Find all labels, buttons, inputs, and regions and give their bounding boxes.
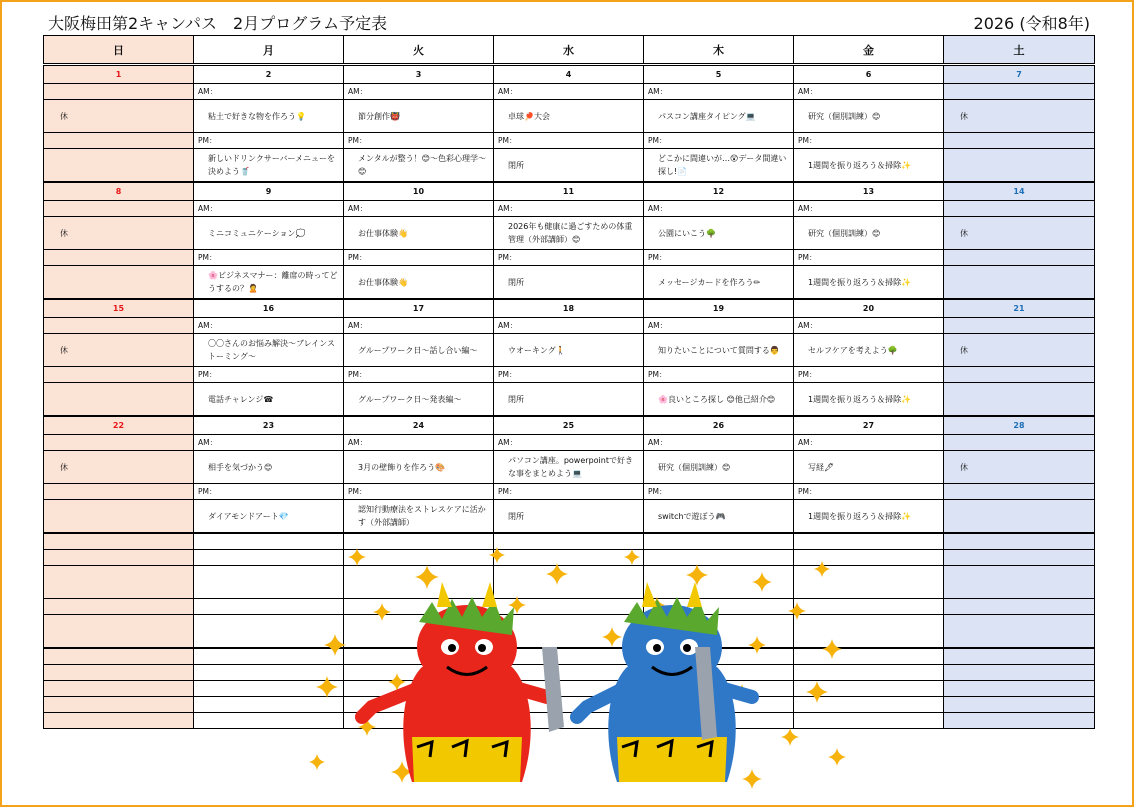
- am-label: [944, 84, 1095, 100]
- am-label: AM：: [494, 318, 644, 334]
- empty-cell: [794, 615, 944, 649]
- pm-activity-row: [44, 149, 1095, 183]
- am-activity: グループワーク日～話し合い編～: [344, 334, 494, 367]
- pm-label: PM：: [794, 133, 944, 149]
- pm-label: PM：: [194, 250, 344, 266]
- pm-activity: [44, 149, 194, 183]
- am-label: AM：: [644, 84, 794, 100]
- pm-label: [44, 367, 194, 383]
- empty-cell: [494, 615, 644, 649]
- empty-cell: [494, 550, 644, 566]
- pm-activity: [944, 149, 1095, 183]
- pm-label: PM：: [794, 250, 944, 266]
- empty-cell: [494, 599, 644, 615]
- pm-label: PM：: [494, 484, 644, 500]
- pm-activity: switchで遊ぼう🎮: [644, 500, 794, 534]
- empty-cell: [344, 665, 494, 681]
- pm-label: [944, 367, 1095, 383]
- am-activity: 研究（個別訓練）😊: [794, 217, 944, 250]
- date-cell: 28: [944, 416, 1095, 435]
- empty-cell: [194, 681, 344, 697]
- pm-activity: 🌸ビジネスマナー：離席の時ってどうするの？🙎: [194, 266, 344, 300]
- am-activity: 知りたいことについて質問する👨: [644, 334, 794, 367]
- am-label: AM：: [794, 84, 944, 100]
- empty-row: [44, 713, 1095, 729]
- empty-cell: [944, 566, 1095, 599]
- am-activity: ウオーキング🚶: [494, 334, 644, 367]
- calendar-body: [44, 65, 1095, 729]
- date-cell: 15: [44, 299, 194, 318]
- am-label: [44, 435, 194, 451]
- pm-label: [44, 484, 194, 500]
- pm-label: PM：: [344, 367, 494, 383]
- empty-row: [44, 665, 1095, 681]
- weekday-header: 月: [194, 36, 344, 65]
- pm-label-row: [44, 133, 1095, 149]
- empty-cell: [494, 697, 644, 713]
- date-cell: 18: [494, 299, 644, 318]
- date-cell: 14: [944, 182, 1095, 201]
- empty-cell: [344, 615, 494, 649]
- empty-cell: [44, 648, 194, 665]
- empty-cell: [44, 615, 194, 649]
- date-cell: 23: [194, 416, 344, 435]
- empty-cell: [494, 566, 644, 599]
- pm-activity: 1週間を振り返ろう＆掃除✨: [794, 500, 944, 534]
- date-cell: 6: [794, 65, 944, 84]
- pm-label: [44, 133, 194, 149]
- pm-activity: 閉所: [494, 266, 644, 300]
- pm-activity-row: [44, 266, 1095, 300]
- empty-row: [44, 533, 1095, 550]
- am-activity: パスコン講座タイピング💻: [644, 100, 794, 133]
- am-activity: 休: [44, 217, 194, 250]
- empty-cell: [944, 615, 1095, 649]
- empty-cell: [944, 681, 1095, 697]
- empty-row: [44, 550, 1095, 566]
- date-row: [44, 299, 1095, 318]
- date-cell: 24: [344, 416, 494, 435]
- empty-cell: [794, 566, 944, 599]
- am-activity-row: [44, 334, 1095, 367]
- am-activity: 粘土で好きな物を作ろう💡: [194, 100, 344, 133]
- am-activity: 写経🖋: [794, 451, 944, 484]
- pm-activity: お仕事体験👋: [344, 266, 494, 300]
- empty-cell: [194, 697, 344, 713]
- pm-activity: 閉所: [494, 383, 644, 417]
- empty-cell: [644, 697, 794, 713]
- am-activity: ミニコミュニケーション💭: [194, 217, 344, 250]
- empty-cell: [44, 665, 194, 681]
- am-activity: 3月の壁飾りを作ろう🎨: [344, 451, 494, 484]
- pm-activity: 閉所: [494, 500, 644, 534]
- am-label: AM：: [794, 435, 944, 451]
- am-activity: お仕事体験👋: [344, 217, 494, 250]
- date-cell: 7: [944, 65, 1095, 84]
- am-activity: 〇〇さんのお悩み解決～ブレインストーミング～: [194, 334, 344, 367]
- pm-label-row: [44, 250, 1095, 266]
- empty-cell: [344, 681, 494, 697]
- empty-cell: [644, 566, 794, 599]
- empty-cell: [44, 599, 194, 615]
- pm-label-row: [44, 367, 1095, 383]
- pm-activity: 新しいドリンクサーバーメニューを決めよう🥤: [194, 149, 344, 183]
- date-cell: 8: [44, 182, 194, 201]
- am-activity-row: [44, 217, 1095, 250]
- empty-cell: [194, 533, 344, 550]
- empty-cell: [494, 665, 644, 681]
- am-label: [44, 201, 194, 217]
- pm-label: [944, 484, 1095, 500]
- empty-row: [44, 697, 1095, 713]
- weekday-header-row: [44, 36, 1095, 65]
- pm-label: PM：: [644, 133, 794, 149]
- empty-cell: [44, 533, 194, 550]
- empty-cell: [644, 648, 794, 665]
- weekday-header: 金: [794, 36, 944, 65]
- pm-label: PM：: [494, 250, 644, 266]
- empty-cell: [944, 533, 1095, 550]
- empty-cell: [44, 713, 194, 729]
- am-activity-row: [44, 451, 1095, 484]
- am-activity: 2026年も健康に過ごすための体重管理（外部講師）😊: [494, 217, 644, 250]
- pm-label: [944, 133, 1095, 149]
- am-label: [44, 84, 194, 100]
- pm-activity: [44, 500, 194, 534]
- pm-activity: 閉所: [494, 149, 644, 183]
- sparkle-icon: [391, 761, 413, 783]
- empty-row: [44, 648, 1095, 665]
- date-row: [44, 182, 1095, 201]
- empty-cell: [794, 550, 944, 566]
- pm-label-row: [44, 484, 1095, 500]
- empty-cell: [494, 681, 644, 697]
- am-label: AM：: [794, 201, 944, 217]
- empty-cell: [794, 713, 944, 729]
- am-label-row: [44, 201, 1095, 217]
- pm-label: PM：: [794, 367, 944, 383]
- empty-cell: [794, 681, 944, 697]
- date-cell: 10: [344, 182, 494, 201]
- am-label: AM：: [644, 201, 794, 217]
- empty-cell: [494, 648, 644, 665]
- empty-row: [44, 681, 1095, 697]
- am-label: [944, 435, 1095, 451]
- pm-activity: 認知行動療法をストレスケアに活かす（外部講師）: [344, 500, 494, 534]
- empty-cell: [344, 566, 494, 599]
- weekday-header: 水: [494, 36, 644, 65]
- am-label: AM：: [794, 318, 944, 334]
- am-activity: 休: [944, 334, 1095, 367]
- date-cell: 3: [344, 65, 494, 84]
- date-cell: 21: [944, 299, 1095, 318]
- date-cell: 22: [44, 416, 194, 435]
- pm-activity: [944, 383, 1095, 417]
- empty-cell: [344, 533, 494, 550]
- pm-activity-row: [44, 383, 1095, 417]
- am-label: AM：: [194, 84, 344, 100]
- empty-cell: [944, 648, 1095, 665]
- empty-cell: [344, 713, 494, 729]
- year-label: 2026 (令和8年): [973, 14, 1090, 33]
- am-activity: パソコン講座。powerpointで好きな事をまとめよう💻: [494, 451, 644, 484]
- pm-activity: 🌸良いところ探し 😊他己紹介😊: [644, 383, 794, 417]
- sparkle-icon: [781, 728, 799, 746]
- am-label-row: [44, 84, 1095, 100]
- empty-cell: [194, 615, 344, 649]
- am-label: AM：: [644, 435, 794, 451]
- am-label: [44, 318, 194, 334]
- pm-activity: メンタルが整う！😊～色彩心理学～😊: [344, 149, 494, 183]
- date-cell: 27: [794, 416, 944, 435]
- am-activity: 相手を気づかう😊: [194, 451, 344, 484]
- pm-label: PM：: [644, 367, 794, 383]
- am-activity: 節分創作👹: [344, 100, 494, 133]
- empty-cell: [944, 599, 1095, 615]
- am-label: [944, 318, 1095, 334]
- empty-cell: [944, 697, 1095, 713]
- empty-row: [44, 566, 1095, 599]
- empty-row: [44, 599, 1095, 615]
- weekday-header: 日: [44, 36, 194, 65]
- am-activity: 卓球🏓大会: [494, 100, 644, 133]
- empty-cell: [794, 665, 944, 681]
- pm-activity: メッセージカードを作ろう✏: [644, 266, 794, 300]
- date-cell: 9: [194, 182, 344, 201]
- empty-cell: [644, 599, 794, 615]
- empty-cell: [794, 697, 944, 713]
- pm-label: PM：: [344, 133, 494, 149]
- am-activity: 休: [44, 451, 194, 484]
- pm-label: [44, 250, 194, 266]
- empty-cell: [44, 566, 194, 599]
- empty-cell: [794, 648, 944, 665]
- pm-label: PM：: [194, 484, 344, 500]
- empty-cell: [494, 713, 644, 729]
- empty-cell: [794, 533, 944, 550]
- pm-activity-row: [44, 500, 1095, 534]
- date-cell: 1: [44, 65, 194, 84]
- pm-activity: 電話チャレンジ☎: [194, 383, 344, 417]
- pm-label: PM：: [794, 484, 944, 500]
- pm-label: PM：: [194, 367, 344, 383]
- am-label: AM：: [194, 201, 344, 217]
- am-label-row: [44, 318, 1095, 334]
- am-label: [944, 201, 1095, 217]
- empty-cell: [344, 550, 494, 566]
- am-label: AM：: [194, 318, 344, 334]
- empty-cell: [44, 681, 194, 697]
- am-activity: 研究（個別訓練）😊: [644, 451, 794, 484]
- pm-activity: [944, 500, 1095, 534]
- empty-cell: [644, 681, 794, 697]
- date-cell: 13: [794, 182, 944, 201]
- empty-cell: [644, 533, 794, 550]
- date-cell: 2: [194, 65, 344, 84]
- pm-activity: ダイアモンドアート💎: [194, 500, 344, 534]
- pm-label: PM：: [344, 484, 494, 500]
- am-label: AM：: [194, 435, 344, 451]
- sparkle-icon: [828, 748, 846, 766]
- am-label: AM：: [344, 84, 494, 100]
- am-label: AM：: [644, 318, 794, 334]
- empty-cell: [344, 648, 494, 665]
- empty-cell: [344, 697, 494, 713]
- empty-cell: [944, 665, 1095, 681]
- pm-activity: [44, 383, 194, 417]
- am-activity: 休: [44, 100, 194, 133]
- am-label: AM：: [494, 84, 644, 100]
- date-row: [44, 416, 1095, 435]
- date-cell: 12: [644, 182, 794, 201]
- date-cell: 17: [344, 299, 494, 318]
- weekday-header: 火: [344, 36, 494, 65]
- date-cell: 4: [494, 65, 644, 84]
- empty-cell: [44, 697, 194, 713]
- empty-cell: [944, 550, 1095, 566]
- am-activity: 公園にいこう🌳: [644, 217, 794, 250]
- empty-cell: [644, 713, 794, 729]
- date-row: [44, 65, 1095, 84]
- sparkle-icon: [309, 754, 325, 770]
- am-label: AM：: [344, 318, 494, 334]
- pm-activity: 1週間を振り返ろう＆掃除✨: [794, 383, 944, 417]
- weekday-header: 木: [644, 36, 794, 65]
- calendar-table: [43, 35, 1095, 729]
- pm-label: PM：: [494, 133, 644, 149]
- empty-row: [44, 615, 1095, 649]
- empty-cell: [944, 713, 1095, 729]
- empty-cell: [494, 533, 644, 550]
- am-label-row: [44, 435, 1095, 451]
- am-activity: セルフケアを考えよう🌳: [794, 334, 944, 367]
- empty-cell: [194, 599, 344, 615]
- date-cell: 25: [494, 416, 644, 435]
- empty-cell: [644, 550, 794, 566]
- weekday-header: 土: [944, 36, 1095, 65]
- empty-cell: [644, 615, 794, 649]
- date-cell: 20: [794, 299, 944, 318]
- pm-label: PM：: [494, 367, 644, 383]
- pm-activity: どこかに間違いが…😲データ間違い探し!📄: [644, 149, 794, 183]
- pm-activity: [44, 266, 194, 300]
- pm-activity: グループワーク日～発表編～: [344, 383, 494, 417]
- am-label: AM：: [344, 201, 494, 217]
- empty-cell: [44, 550, 194, 566]
- am-label: AM：: [494, 435, 644, 451]
- pm-activity: [944, 266, 1095, 300]
- empty-cell: [194, 648, 344, 665]
- pm-label: PM：: [194, 133, 344, 149]
- am-activity: 休: [944, 451, 1095, 484]
- date-cell: 5: [644, 65, 794, 84]
- page-title: 大阪梅田第2キャンパス 2月プログラム予定表: [48, 14, 388, 33]
- empty-cell: [194, 566, 344, 599]
- pm-label: PM：: [644, 250, 794, 266]
- date-cell: 26: [644, 416, 794, 435]
- am-activity-row: [44, 100, 1095, 133]
- sparkle-icon: [742, 769, 762, 789]
- empty-cell: [194, 713, 344, 729]
- pm-activity: 1週間を振り返ろう＆掃除✨: [794, 149, 944, 183]
- empty-cell: [344, 599, 494, 615]
- pm-activity: 1週間を振り返ろう＆掃除✨: [794, 266, 944, 300]
- am-label: AM：: [494, 201, 644, 217]
- date-cell: 11: [494, 182, 644, 201]
- empty-cell: [794, 599, 944, 615]
- date-cell: 16: [194, 299, 344, 318]
- empty-cell: [644, 665, 794, 681]
- am-activity: 休: [944, 217, 1095, 250]
- pm-label: PM：: [644, 484, 794, 500]
- am-activity: 休: [44, 334, 194, 367]
- empty-cell: [194, 550, 344, 566]
- empty-cell: [194, 665, 344, 681]
- pm-label: PM：: [344, 250, 494, 266]
- am-activity: 研究（個別訓練）😊: [794, 100, 944, 133]
- am-activity: 休: [944, 100, 1095, 133]
- am-label: AM：: [344, 435, 494, 451]
- date-cell: 19: [644, 299, 794, 318]
- pm-label: [944, 250, 1095, 266]
